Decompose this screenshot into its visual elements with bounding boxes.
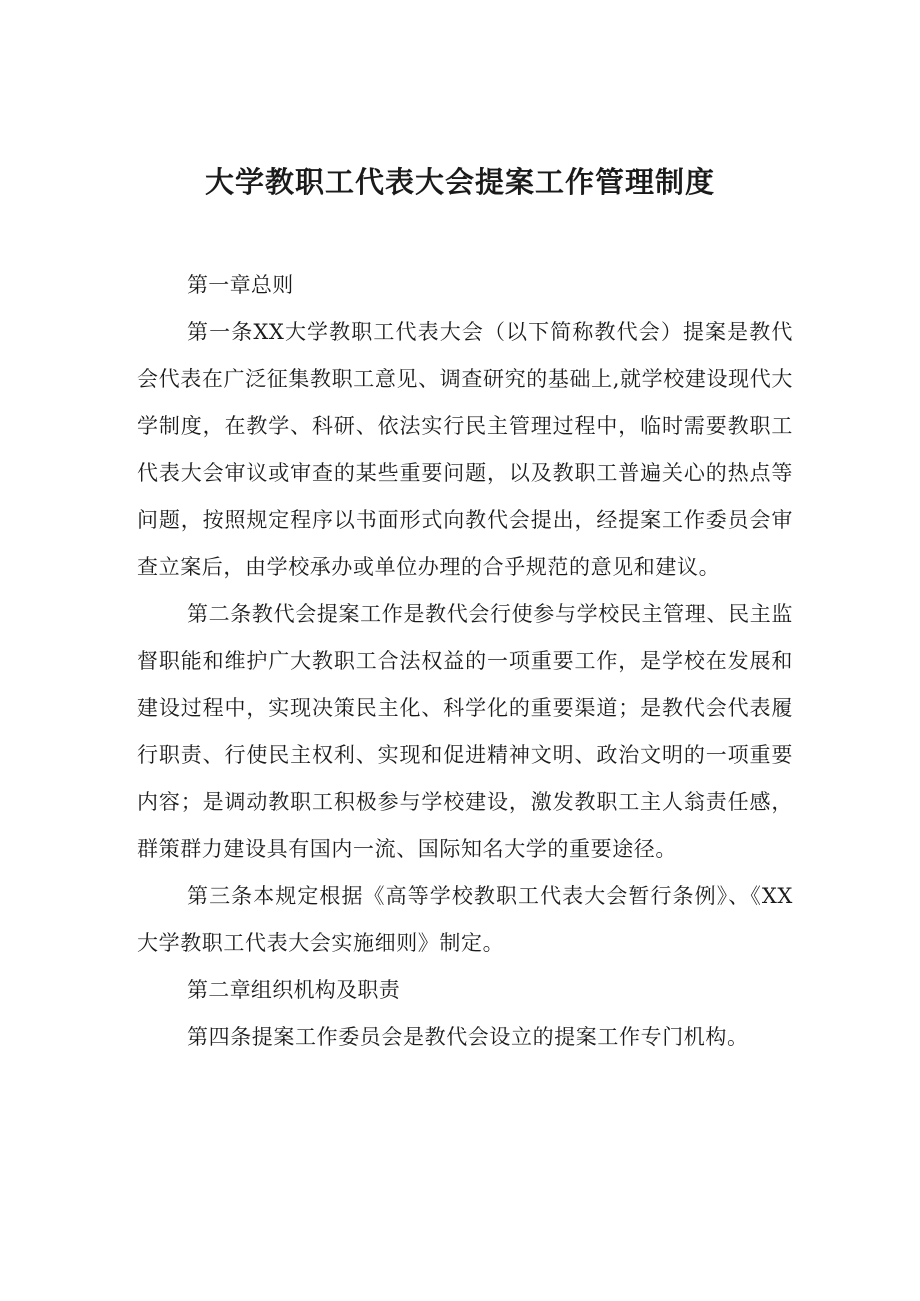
document-body <box>137 262 793 1061</box>
article-paragraph: 第二条教代会提案工作是教代会行使参与学校民主管理、民主监督职能和维护广大教职工合法权益的一项重要工作，是学校在发展和建设过程中，实现决策民主化、科学化的重要渠道；是教代会代表履行职责、行使民主权利、实现和促进精神文明、政治文明的一项重要内容；是调动教职工积极参与学校建设，激发教职工主人翁责任感，群策群力建设具有国内一流、国际知名大学的重要途径。 <box>137 602 793 861</box>
chapter-heading: 第二章组织机构及职责 <box>187 978 400 1002</box>
document-title: 大学教职工代表大会提案工作管理制度 <box>204 165 715 199</box>
article-paragraph: 第三条本规定根据《高等学校教职工代表大会暂行条例》、《XX大学教职工代表大会实施细则》制定。 <box>137 884 793 955</box>
chapter-heading: 第一章总则 <box>187 273 294 297</box>
article-paragraph: 第四条提案工作委员会是教代会设立的提案工作专门机构。 <box>187 1025 749 1049</box>
article-paragraph: 第一条XX大学教职工代表大会（以下简称教代会）提案是教代会代表在广泛征集教职工意见、调查研究的基础上,就学校建设现代大学制度，在教学、科研、依法实行民主管理过程中，临时需要教职工代表大会审议或审查的某些重要问题，以及教职工普遍关心的热点等问题，按照规定程序以书面形式向教代会提出，经提案工作委员会审查立案后，由学校承办或单位办理的合乎规范的意见和建议。 <box>137 320 793 579</box>
